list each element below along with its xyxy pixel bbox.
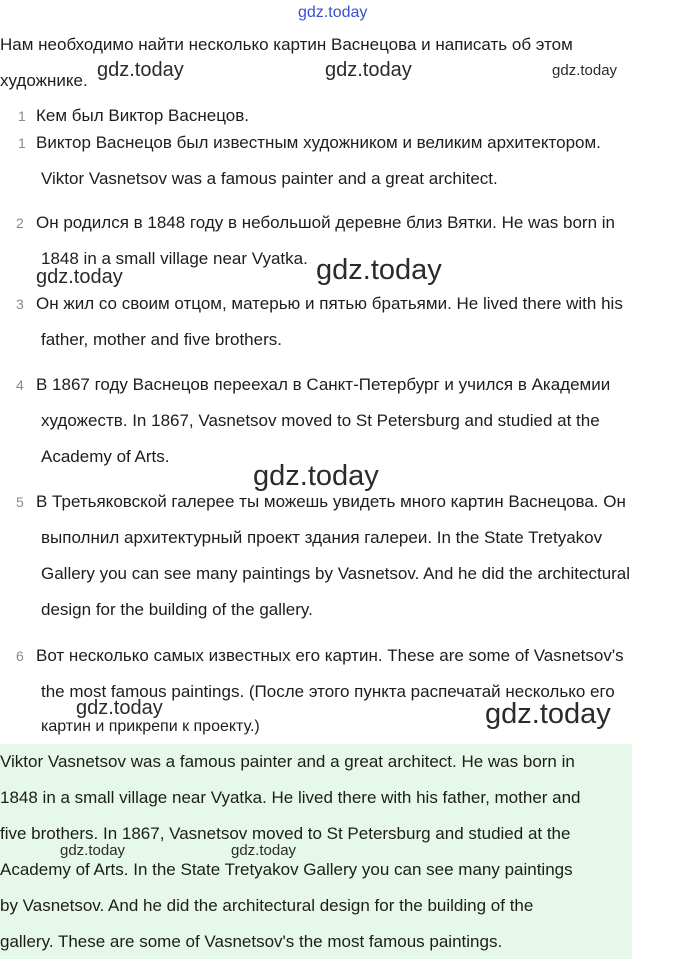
item-number: 5 bbox=[16, 494, 24, 510]
item-text: Viktor Vasnetsov was a famous painter and a great architect. bbox=[41, 169, 498, 188]
watermark: gdz.today bbox=[76, 697, 163, 719]
watermark: gdz.today bbox=[253, 460, 379, 492]
item-text: Gallery you can see many paintings by Vasnetsov. And he did the architectural bbox=[41, 564, 631, 583]
item-text: В 1867 году Васнецов переехал в Санкт-Петербург и учился в Академии bbox=[36, 375, 611, 394]
item-text: В Третьяковской галерее ты можешь увидеть много картин Васнецова. Он bbox=[36, 492, 626, 511]
item-number: 1 bbox=[18, 108, 26, 124]
item-text: father, mother and five brothers. bbox=[41, 330, 282, 349]
intro-line: художнике. bbox=[0, 71, 88, 90]
answer-line: gallery. These are some of Vasnetsov's the most famous paintings. bbox=[0, 932, 503, 951]
answer-line: Viktor Vasnetsov was a famous painter and a great architect. He was born in bbox=[0, 752, 575, 771]
item-number: 3 bbox=[16, 296, 24, 312]
item-text: Он родился в 1848 году в небольшой деревне близ Вятки. He was born in bbox=[36, 213, 615, 232]
intro-line: Нам необходимо найти несколько картин Васнецова и написать об этом bbox=[0, 35, 573, 54]
item-number: 1 bbox=[18, 135, 26, 151]
item-number: 6 bbox=[16, 648, 24, 664]
answer-line: Academy of Arts. In the State Tretyakov Gallery you can see many paintings bbox=[0, 860, 573, 879]
watermark: gdz.today bbox=[60, 842, 126, 859]
answer-line: five brothers. In 1867, Vasnetsov moved to St Petersburg and studied at the bbox=[0, 824, 571, 843]
watermark: gdz.today bbox=[298, 4, 368, 21]
watermark: gdz.today bbox=[97, 59, 184, 81]
item-text: Academy of Arts. bbox=[41, 447, 170, 466]
watermark: gdz.today bbox=[552, 62, 618, 79]
item-text: Он жил со своим отцом, матерью и пятью братьями. He lived there with his bbox=[36, 294, 623, 313]
item-text: Вот несколько самых известных его картин. These are some of Vasnetsov's bbox=[36, 646, 624, 665]
answer-line: by Vasnetsov. And he did the architectural design for the building of the bbox=[0, 896, 534, 915]
answer-line: 1848 in a small village near Vyatka. He lived there with his father, mother and bbox=[0, 788, 581, 807]
item-text: художеств. In 1867, Vasnetsov moved to St Petersburg and studied at the bbox=[41, 411, 600, 430]
item-text: design for the building of the gallery. bbox=[41, 600, 313, 619]
watermark: gdz.today bbox=[231, 842, 297, 859]
item-number: 4 bbox=[16, 377, 24, 393]
watermark: gdz.today bbox=[316, 254, 442, 286]
watermark: gdz.today bbox=[325, 59, 412, 81]
watermark: gdz.today bbox=[485, 698, 611, 730]
item-number: 2 bbox=[16, 215, 24, 231]
item-text: выполнил архитектурный проект здания галереи. In the State Tretyakov bbox=[41, 528, 603, 547]
item-text: Виктор Васнецов был известным художником и великим архитектором. bbox=[36, 133, 601, 152]
item-text: the most famous paintings. (После этого пункта распечатай несколько его bbox=[41, 682, 615, 701]
watermark: gdz.today bbox=[36, 266, 123, 288]
item-text: 1848 in a small village near Vyatka. bbox=[41, 249, 308, 268]
item-text: Кем был Виктор Васнецов. bbox=[36, 106, 249, 125]
item-text: картин и прикрепи к проекту.) bbox=[41, 718, 260, 735]
